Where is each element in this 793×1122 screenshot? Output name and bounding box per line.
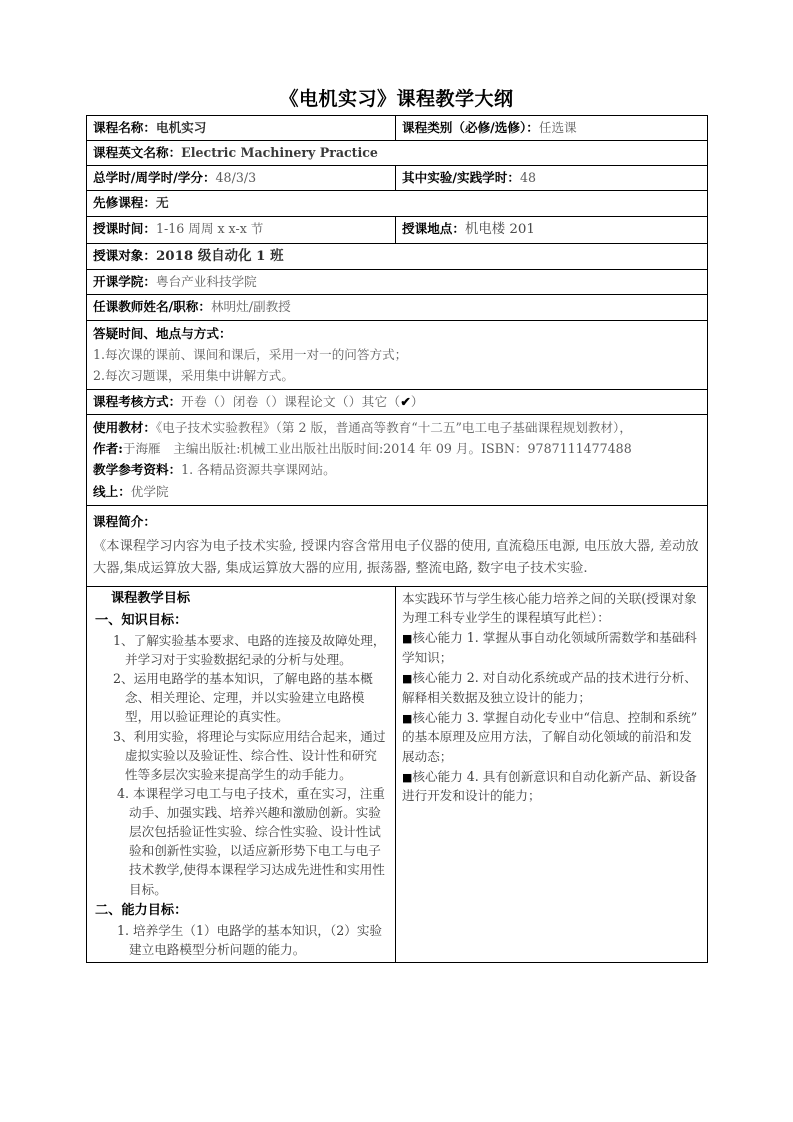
textbook-value: 《电子技术实验教程》（第 2 版，普通高等教育“十二五”电工电子基础课程规划教材）， (155, 420, 632, 436)
table-row-course-name (87, 116, 708, 141)
class-time-label: 授课时间： (93, 220, 156, 236)
knowledge-goal-item: 4. 本课程学习电工与电子技术，重在实习，注重动手、加强实践、培养兴趣和激励创新。实验层次包括验证性实验、综合性实验、设计性试验和创新性实验，以适应新形势下电工与电子技术教学,使得本课程学习达成先进性和实用性目标。 (117, 785, 385, 897)
bullet-square-icon: ■ (402, 631, 413, 645)
page-title: 《电机实习》课程教学大纲 (279, 88, 514, 110)
table-row-goals-and-competency (87, 586, 708, 962)
cell-course-name (87, 116, 396, 141)
college-label: 开课学院： (93, 274, 156, 290)
table-row-textbook (87, 415, 708, 506)
knowledge-goals-heading: 一、知识目标： (95, 612, 188, 628)
assessment-closing: ） (410, 394, 424, 410)
experiment-hours-label: 其中实验/实践学时： (402, 170, 520, 186)
table-row-audience (87, 243, 708, 269)
cell-textbook (87, 415, 708, 506)
cell-course-category (396, 116, 708, 141)
college-value: 粤台产业科技学院 (155, 274, 257, 290)
table-row-english-name (87, 141, 708, 166)
ability-goal-item: 1. 培养学生（1）电路学的基本知识，（2）实验建立电路模型分析问题的能力。 (117, 922, 383, 957)
hours-label: 总学时/周学时/学分： (93, 170, 216, 186)
cell-english-name (87, 141, 708, 166)
cell-intro (87, 505, 708, 586)
teacher-label: 任课教师姓名/职称： (93, 299, 211, 315)
cell-audience (87, 243, 708, 269)
course-name-label: 课程名称： (93, 120, 156, 135)
knowledge-goal-item: 1、了解实验基本要求、电路的连接及故障处理，并学习对于实验数据纪录的分析与处理。 (113, 632, 386, 667)
syllabus-table (86, 115, 708, 963)
bullet-square-icon: ■ (402, 711, 413, 725)
competency-header: 本实践环节与学生核心能力培养之间的关联(授课对象为理工科专业学生的课程填写此栏）： (402, 590, 697, 625)
course-category-value: 任选课 (538, 120, 577, 135)
cell-teacher (87, 295, 708, 320)
author-label: 作者: (93, 441, 123, 457)
cell-class-place (396, 216, 708, 243)
online-value: 优学院 (130, 483, 169, 499)
reference-value: 1. 各精品资源共享课网站。 (181, 462, 336, 478)
knowledge-goal-item: 3、利用实验，将理论与实际应用结合起来，通过虚拟实验以及验证性、综合性、设计性和研究性等多层次实验来提高学生的动手能力。 (113, 728, 386, 782)
course-name-value: 电机实习 (155, 120, 207, 135)
table-row-teacher (87, 295, 708, 320)
qa-line-2: 2.每次习题课，采用集中讲解方式。 (93, 367, 294, 383)
teacher-value: 林明灶/副教授 (210, 299, 291, 315)
course-category-label: 课程类别（必修/选修）： (402, 120, 539, 135)
prerequisite-label: 先修课程： (93, 195, 156, 211)
class-place-label: 授课地点： (402, 220, 465, 236)
cell-total-hours (87, 166, 396, 191)
competency-item (402, 708, 701, 766)
table-row-prerequisite (87, 191, 708, 216)
english-name-label: 课程英文名称： (93, 145, 182, 161)
cell-core-competency (396, 586, 708, 962)
hours-value: 48/3/3 (215, 170, 257, 186)
assessment-checked-mark: ✔ (400, 394, 411, 410)
table-row-hours (87, 166, 708, 191)
reference-label: 教学参考资料： (93, 462, 182, 478)
author-value: 于海雁 主编出版社:机械工业出版社出版时间:2014 年 09 月。ISBN：9787111477488 (122, 441, 632, 457)
assessment-options: 开卷（）闭卷（）课程论文（）其它（ (181, 394, 401, 410)
table-row-college (87, 270, 708, 295)
qa-label: 答疑时间、地点与方式： (93, 325, 232, 341)
ability-goals-heading: 二、能力目标： (95, 902, 188, 918)
prerequisite-value: 无 (155, 195, 169, 211)
audience-value: 2018 级自动化 1 班 (155, 247, 284, 264)
table-row-qa (87, 320, 708, 389)
competency-item-label: 核心能力 4. 具有创新意识和自动化新产品、新设备进行开发和设计的能力； (402, 768, 697, 804)
cell-class-time (87, 216, 396, 243)
competency-item (402, 767, 701, 806)
experiment-hours-value: 48 (519, 170, 536, 186)
knowledge-goal-item: 2、运用电路学的基本知识，了解电路的基本概念、相关理论、定理，并以实验建立电路模型，用以验证理论的真实性。 (113, 671, 373, 725)
assessment-label: 课程考核方式： (93, 394, 182, 410)
class-place-value: 机电楼 201 (464, 221, 535, 237)
cell-college (87, 270, 708, 295)
cell-qa (87, 320, 708, 389)
english-name-value: Electric Machinery Practice (181, 145, 378, 161)
goals-heading: 课程教学目标 (111, 590, 191, 606)
class-time-value: 1-16 周周 x x-x 节 (155, 220, 264, 236)
competency-item-label: 核心能力 3. 掌握自动化专业中“信息、控制和系统”的基本原理及应用方法，了解自动化领域的前沿和发展动态； (402, 709, 698, 764)
textbook-label: 使用教材： (93, 420, 156, 436)
table-row-assessment (87, 390, 708, 415)
cell-prerequisite (87, 191, 708, 216)
bullet-square-icon: ■ (402, 770, 413, 784)
audience-label: 授课对象： (93, 247, 156, 263)
competency-item-label: 核心能力 2. 对自动化系统或产品的技术进行分析、解释相关数据及独立设计的能力； (402, 669, 697, 705)
intro-label: 课程简介： (93, 513, 156, 529)
cell-teaching-goals (87, 586, 396, 962)
competency-item (402, 668, 701, 707)
qa-line-1: 1.每次课的课前、课间和课后，采用一对一的问答方式； (93, 346, 408, 362)
bullet-square-icon: ■ (402, 671, 413, 685)
intro-body: 《本课程学习内容为电子技术实验, 授课内容含常用电子仪器的使用, 直流稳压电源, 电压放大器, 差动放大器,集成运算放大器, 集成运算放大器的应用, 振荡器, 整流电路, 数字电子技术实验. (93, 538, 699, 576)
competency-item-label: 核心能力 1. 掌握从事自动化领域所需数学和基础科学知识； (402, 629, 697, 665)
cell-assessment (87, 390, 708, 415)
online-label: 线上： (93, 483, 131, 499)
competency-item (402, 628, 701, 667)
table-row-class-time (87, 216, 708, 243)
table-row-intro (87, 505, 708, 586)
cell-experiment-hours (396, 166, 708, 191)
